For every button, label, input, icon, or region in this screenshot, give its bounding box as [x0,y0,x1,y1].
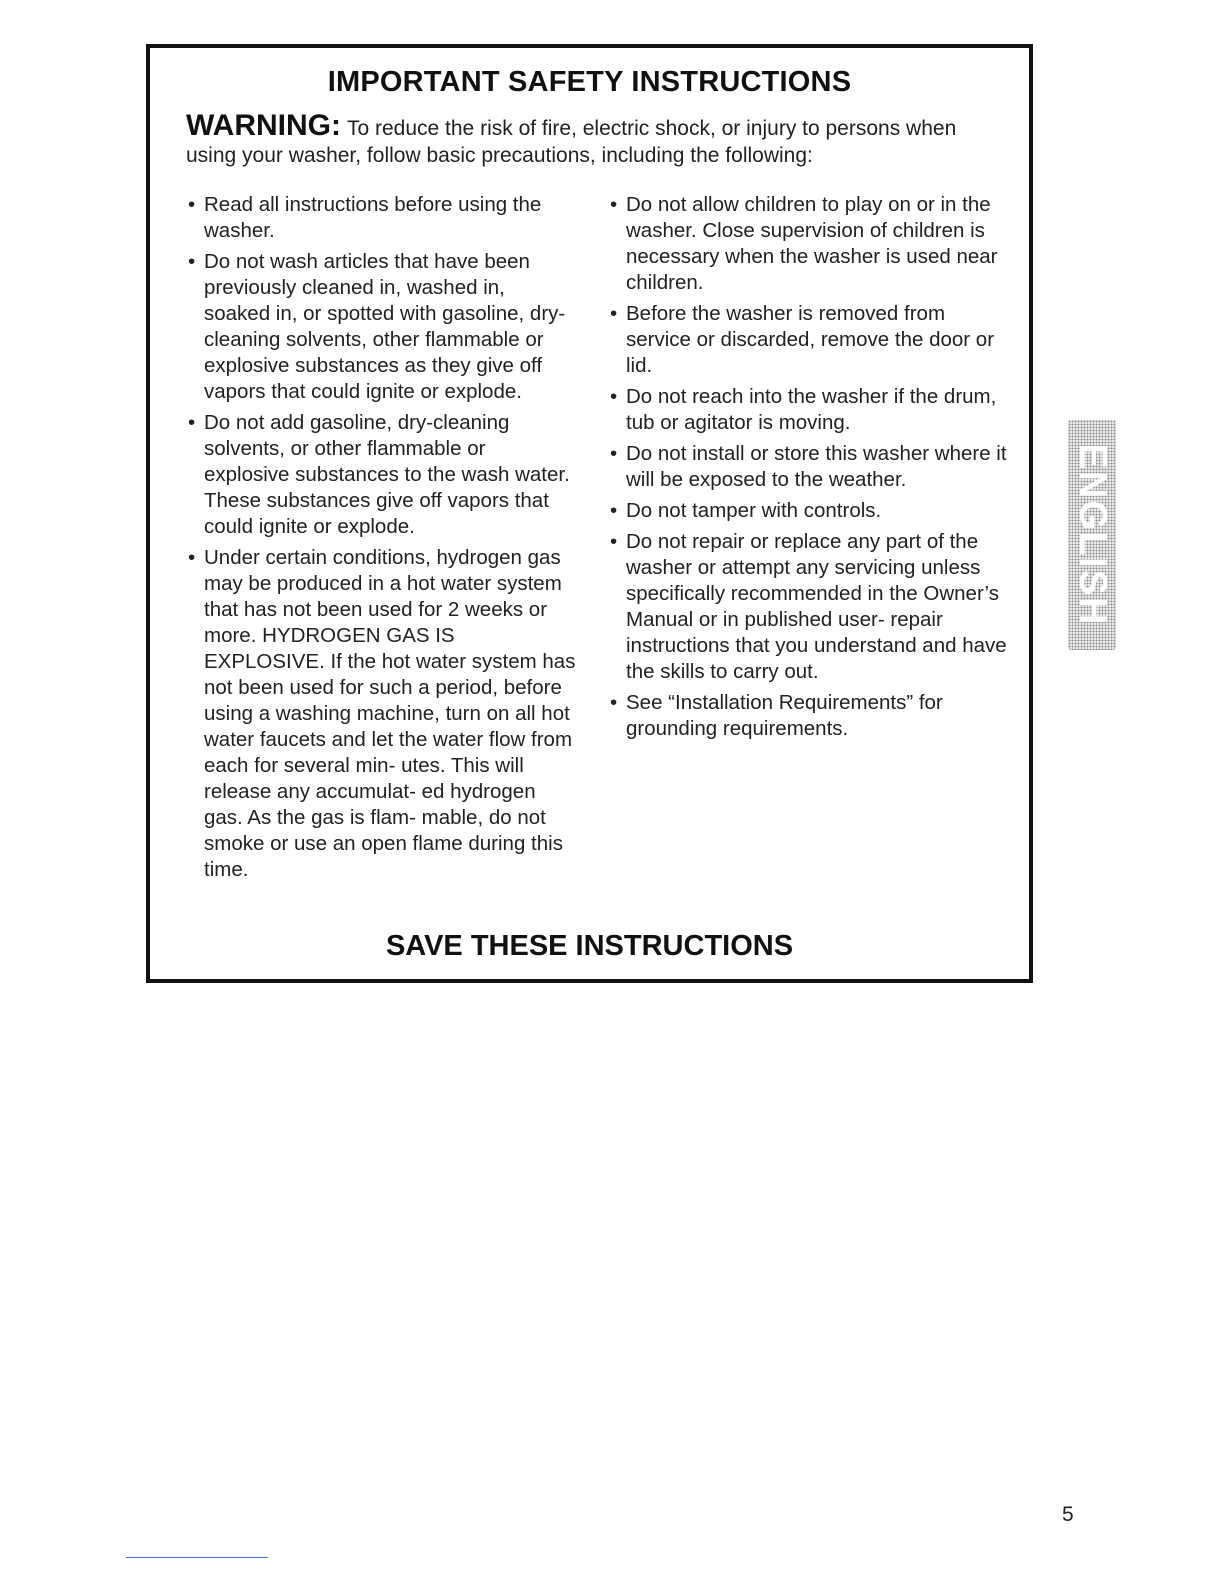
warning-label: WARNING: [186,109,341,142]
list-item: • Do not install or store this washer where it will be exposed to the weather. [608,441,1008,493]
page-number: 5 [1062,1503,1074,1526]
right-bullet-list [608,192,1008,742]
list-item: • Do not allow children to play on or in the washer. Close supervision of children is necessary when the washer is used near children. [608,192,1008,296]
save-instructions-footer: SAVE THESE INSTRUCTIONS [385,930,794,962]
safety-instructions-box [146,44,1033,983]
list-item: • Before the washer is removed from service or discarded, remove the door or lid. [608,301,1008,379]
list-item: • Do not tamper with controls. [608,498,1008,524]
list-item: • Read all instructions before using the washer. [186,192,576,244]
side-tab-label: ENGLISH [1071,443,1114,627]
list-item: • Do not reach into the washer if the drum, tub or agitator is moving. [608,384,1008,436]
right-column [608,192,1008,747]
language-side-tab [1068,420,1116,650]
list-item: • Do not wash articles that have been previously cleaned in, washed in, soaked in, or spotted with gasoline, dry-cleaning solvents, other flammable or explosive substances as they give off vapors that could ignite or explode. [186,249,576,405]
list-item: • See “Installation Requirements” for grounding requirements. [608,690,1008,742]
warning-text: To reduce the risk of fire, electric shock, or injury to persons when using your washer, follow basic precautions, including the following: [186,117,957,167]
left-bullet-list [186,192,576,883]
list-item: • Under certain conditions, hydrogen gas may be produced in a hot water system that has not been used for 2 weeks or more. HYDROGEN GAS IS EXPLOSIVE. If the hot water system has not been used for such a period, before using a washing machine, turn on all hot water faucets and let the water flow from each for several min- utes. This will release any accumulat- ed hydrogen gas. As the gas is flam- mable, do not smoke or use an open flame during this time. [186,545,576,883]
box-title: IMPORTANT SAFETY INSTRUCTIONS [327,66,852,98]
footer-divider [126,1557,268,1558]
warning-block [186,109,1006,169]
left-column [186,192,576,888]
list-item: • Do not add gasoline, dry-cleaning solvents, or other flammable or explosive substances to the wash water. These substances give off vapors that could ignite or explode. [186,410,576,540]
list-item: • Do not repair or replace any part of the washer or attempt any servicing unless specifically recommended in the Owner’s Manual or in published user- repair instructions that you understand and have the skills to carry out. [608,529,1008,685]
